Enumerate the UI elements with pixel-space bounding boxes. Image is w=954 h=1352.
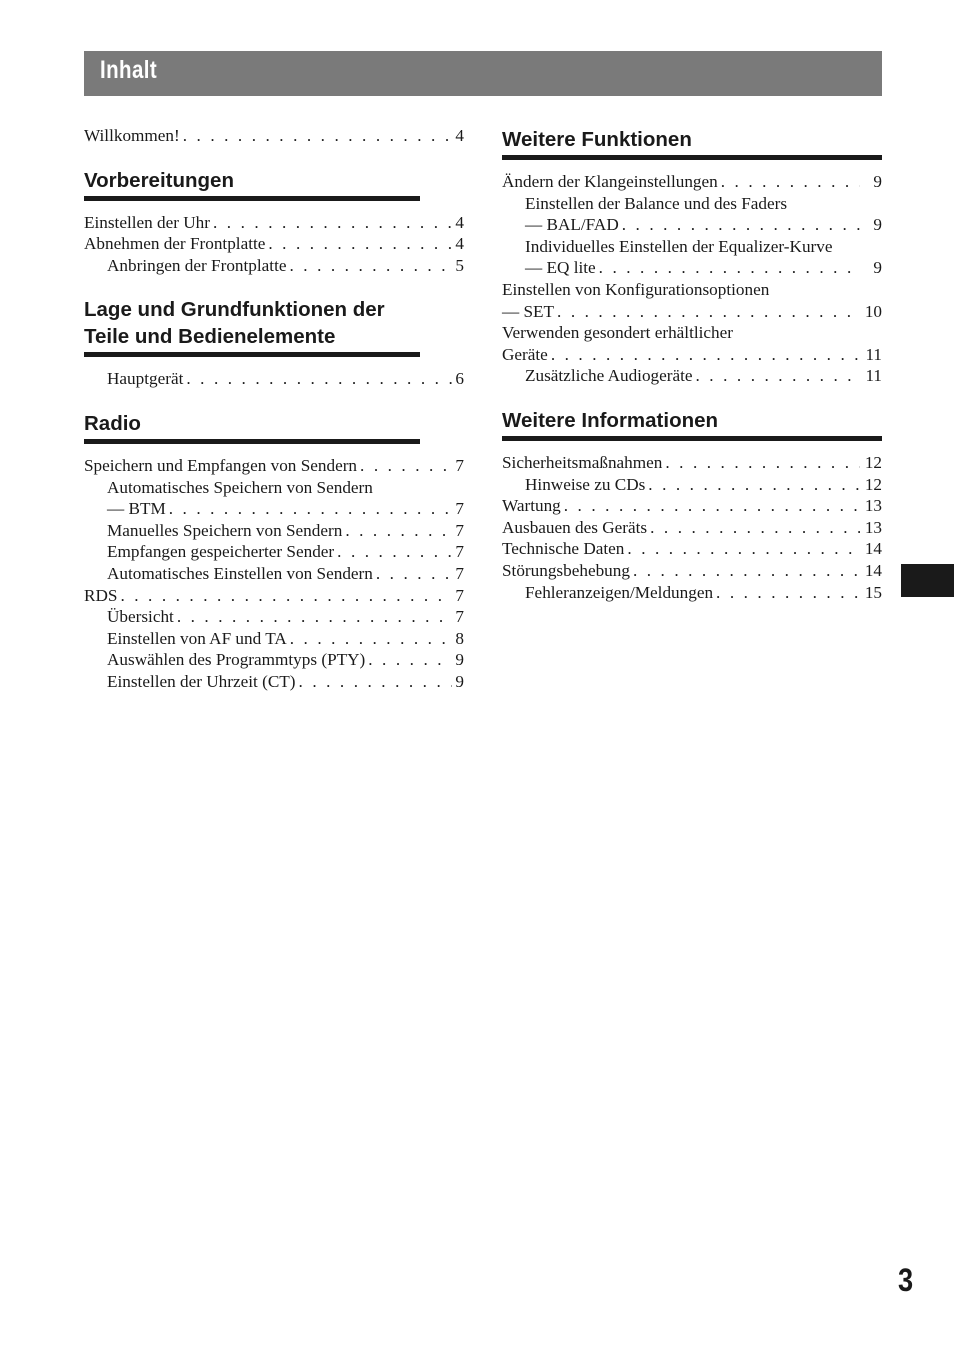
toc-leader-dots [296,671,452,693]
toc-entry[interactable] [84,125,464,147]
toc-entry-page: 7 [455,499,464,519]
toc-entry-label: Abnehmen der Frontplatte [84,234,266,254]
toc-entry-label: Wartung [502,496,561,516]
toc-leader-dots [180,125,452,147]
toc-entry-label: — EQ lite [525,258,596,278]
toc-entry[interactable] [84,628,464,650]
toc-entry-page: 4 [455,126,464,145]
toc-leader-dots [373,563,452,585]
toc-entry[interactable] [84,368,464,390]
toc-section-lage-und-grundfunktionen-der-teile-und-bedienelemente [84,296,464,390]
toc-entry-label: Fehleranzeigen/Meldungen [525,582,714,602]
toc-entry[interactable] [84,541,464,563]
toc-entry-label: Einstellen der Uhrzeit (CT) [107,671,296,691]
toc-entry-label: Speichern und Empfangen von Sendern [84,455,358,475]
section-heading: Weitere Informationen [502,407,882,441]
toc-leader-dots [166,498,452,520]
toc-entry[interactable] [502,452,882,474]
toc-leader-dots [342,520,452,542]
section-heading: Weitere Funktionen [502,126,882,160]
toc-entry-page: 7 [455,520,464,540]
toc-entry-label: Hinweise zu CDs [525,474,646,494]
toc-entry-label: Technische Daten [502,539,625,559]
toc-entry[interactable] [84,212,464,234]
toc-entry-label: Empfangen gespeicherter Sender [107,542,335,562]
toc-entry[interactable] [84,498,464,520]
toc-entry-label: Ändern der Klangeinstellungen [502,172,718,191]
toc-entry-label: Auswählen des Programmtyps (PTY) [107,650,366,670]
toc-entry-page: 14 [864,539,882,559]
toc-leader-dots [693,365,860,387]
toc-leader-dots [596,257,860,279]
section-entries [84,212,464,277]
toc-entry[interactable] [502,301,882,323]
section-entries [502,452,882,603]
toc-entry[interactable] [84,671,464,693]
toc-entry[interactable] [84,563,464,585]
toc-entry-page: 8 [455,628,464,648]
toc-entry[interactable] [502,344,882,366]
toc-entry-label: — SET [502,301,555,321]
toc-entry-page: 10 [864,301,882,321]
section-tab-marker [901,564,954,597]
toc-entry-page: 11 [865,366,882,386]
toc-entry-page: 6 [455,369,464,389]
toc-entry-label: Manuelles Speichern von Sendern [107,520,343,540]
toc-intro [84,125,464,147]
toc-entry-label: Ausbauen des Geräts [502,517,648,537]
toc-entry-label: Automatisches Einstellen von Sendern [107,563,373,583]
section-entries [84,368,464,390]
toc-entry-label-line[interactable]: Verwenden gesondert erhältlicher [502,323,733,343]
toc-entry-page: 14 [864,560,882,580]
toc-leader-dots [619,214,860,236]
toc-leader-dots [645,474,860,496]
toc-entry[interactable] [84,606,464,628]
toc-leader-dots [265,233,452,255]
toc-right-column [502,126,882,603]
toc-leader-dots [174,606,452,628]
toc-leader-dots [365,649,452,671]
toc-section-radio [84,410,464,693]
section-heading: Vorbereitungen [84,167,420,201]
toc-entry[interactable] [502,474,882,496]
toc-leader-dots [210,212,452,234]
toc-entry-label: Willkommen! [84,126,180,145]
toc-section-weitere-informationen [502,407,882,603]
toc-leader-dots [117,585,452,607]
toc-leader-dots [183,368,452,390]
toc-entry-page: 4 [455,234,464,254]
toc-leader-dots [286,255,452,277]
page-number: 3 [898,1262,914,1298]
toc-entry[interactable] [502,171,882,193]
toc-leader-dots [713,582,860,604]
toc-entry-page: 7 [455,607,464,627]
toc-entry[interactable] [84,255,464,277]
toc-section-vorbereitungen [84,167,464,277]
toc-leader-dots [548,344,860,366]
toc-leader-dots [334,541,452,563]
toc-leader-dots [554,301,860,323]
section-heading: Radio [84,410,420,444]
toc-entry-label: — BTM [107,499,166,519]
toc-leader-dots [718,171,860,193]
toc-entry-page: 5 [455,255,464,275]
toc-leader-dots [662,452,860,474]
toc-left-column [84,125,464,693]
toc-entry-page: 9 [873,172,882,191]
toc-entry-page: 13 [864,517,882,537]
toc-entry-page: 9 [873,215,882,235]
toc-right-sections [502,126,882,603]
toc-entry[interactable] [502,214,882,236]
toc-entry-page: 13 [864,496,882,516]
toc-entry-label: Hauptgerät [107,369,184,389]
toc-entry[interactable] [502,365,882,387]
toc-leader-dots [287,628,452,650]
toc-entry-label-line[interactable]: Automatisches Speichern von Sendern [107,477,373,497]
toc-entry-page: 7 [455,585,464,605]
toc-entry-label-line[interactable]: Einstellen von Konfigurationsoptionen [502,279,770,299]
toc-entry-label-line[interactable]: Individuelles Einstellen der Equalizer-Kurve [525,236,833,256]
toc-entry-page: 15 [864,582,882,602]
toc-entry-label: Störungsbehebung [502,560,630,580]
toc-entry-page: 9 [873,258,882,278]
toc-entry-label: Zusätzliche Audiogeräte [525,366,693,386]
section-entries [84,455,464,693]
toc-entry-page: 4 [455,212,464,232]
toc-entry[interactable] [84,585,464,607]
toc-entry-page: 11 [865,344,882,364]
toc-leader-dots [561,495,860,517]
toc-entry[interactable] [502,257,882,279]
toc-entry-label: Sicherheitsmaßnahmen [502,452,663,472]
toc-entry[interactable] [502,582,882,604]
toc-entry-label: Anbringen der Frontplatte [107,255,287,275]
toc-entry-page: 12 [864,452,882,472]
title-bar [84,51,882,96]
toc-entry[interactable] [84,649,464,671]
toc-entry-page: 12 [864,474,882,494]
toc-entry-label: Übersicht [107,607,174,627]
toc-entry-page: 7 [455,563,464,583]
toc-entry-page: 9 [455,650,464,670]
toc-entry[interactable] [84,233,464,255]
toc-entry-label: Einstellen von AF und TA [107,628,287,648]
toc-entry[interactable] [84,455,464,477]
toc-section-weitere-funktionen [502,126,882,387]
toc-entry-label: Einstellen der Uhr [84,212,211,232]
toc-entry[interactable] [502,538,882,560]
toc-entry[interactable] [502,517,882,539]
toc-leader-dots [624,538,860,560]
toc-entry[interactable] [502,560,882,582]
section-entries [502,171,882,387]
section-heading: Lage und Grundfunktionen der Teile und Bedienelemente [84,296,420,357]
page-title: Inhalt [100,56,158,84]
toc-entry[interactable] [502,495,882,517]
toc-entry[interactable] [84,520,464,542]
toc-leader-dots [630,560,860,582]
toc-entry-label: RDS [84,585,118,605]
toc-entry-label-line[interactable]: Einstellen der Balance und des Faders [525,193,788,213]
toc-leader-dots [357,455,452,477]
toc-entry-page: 9 [455,671,464,691]
toc-entry-label: — BAL/FAD [525,215,619,235]
toc-entry-page: 7 [455,542,464,562]
toc-entry-label: Geräte [502,344,548,364]
toc-entry-page: 7 [455,455,464,475]
toc-leader-dots [647,517,860,539]
toc-left-sections [84,167,464,693]
